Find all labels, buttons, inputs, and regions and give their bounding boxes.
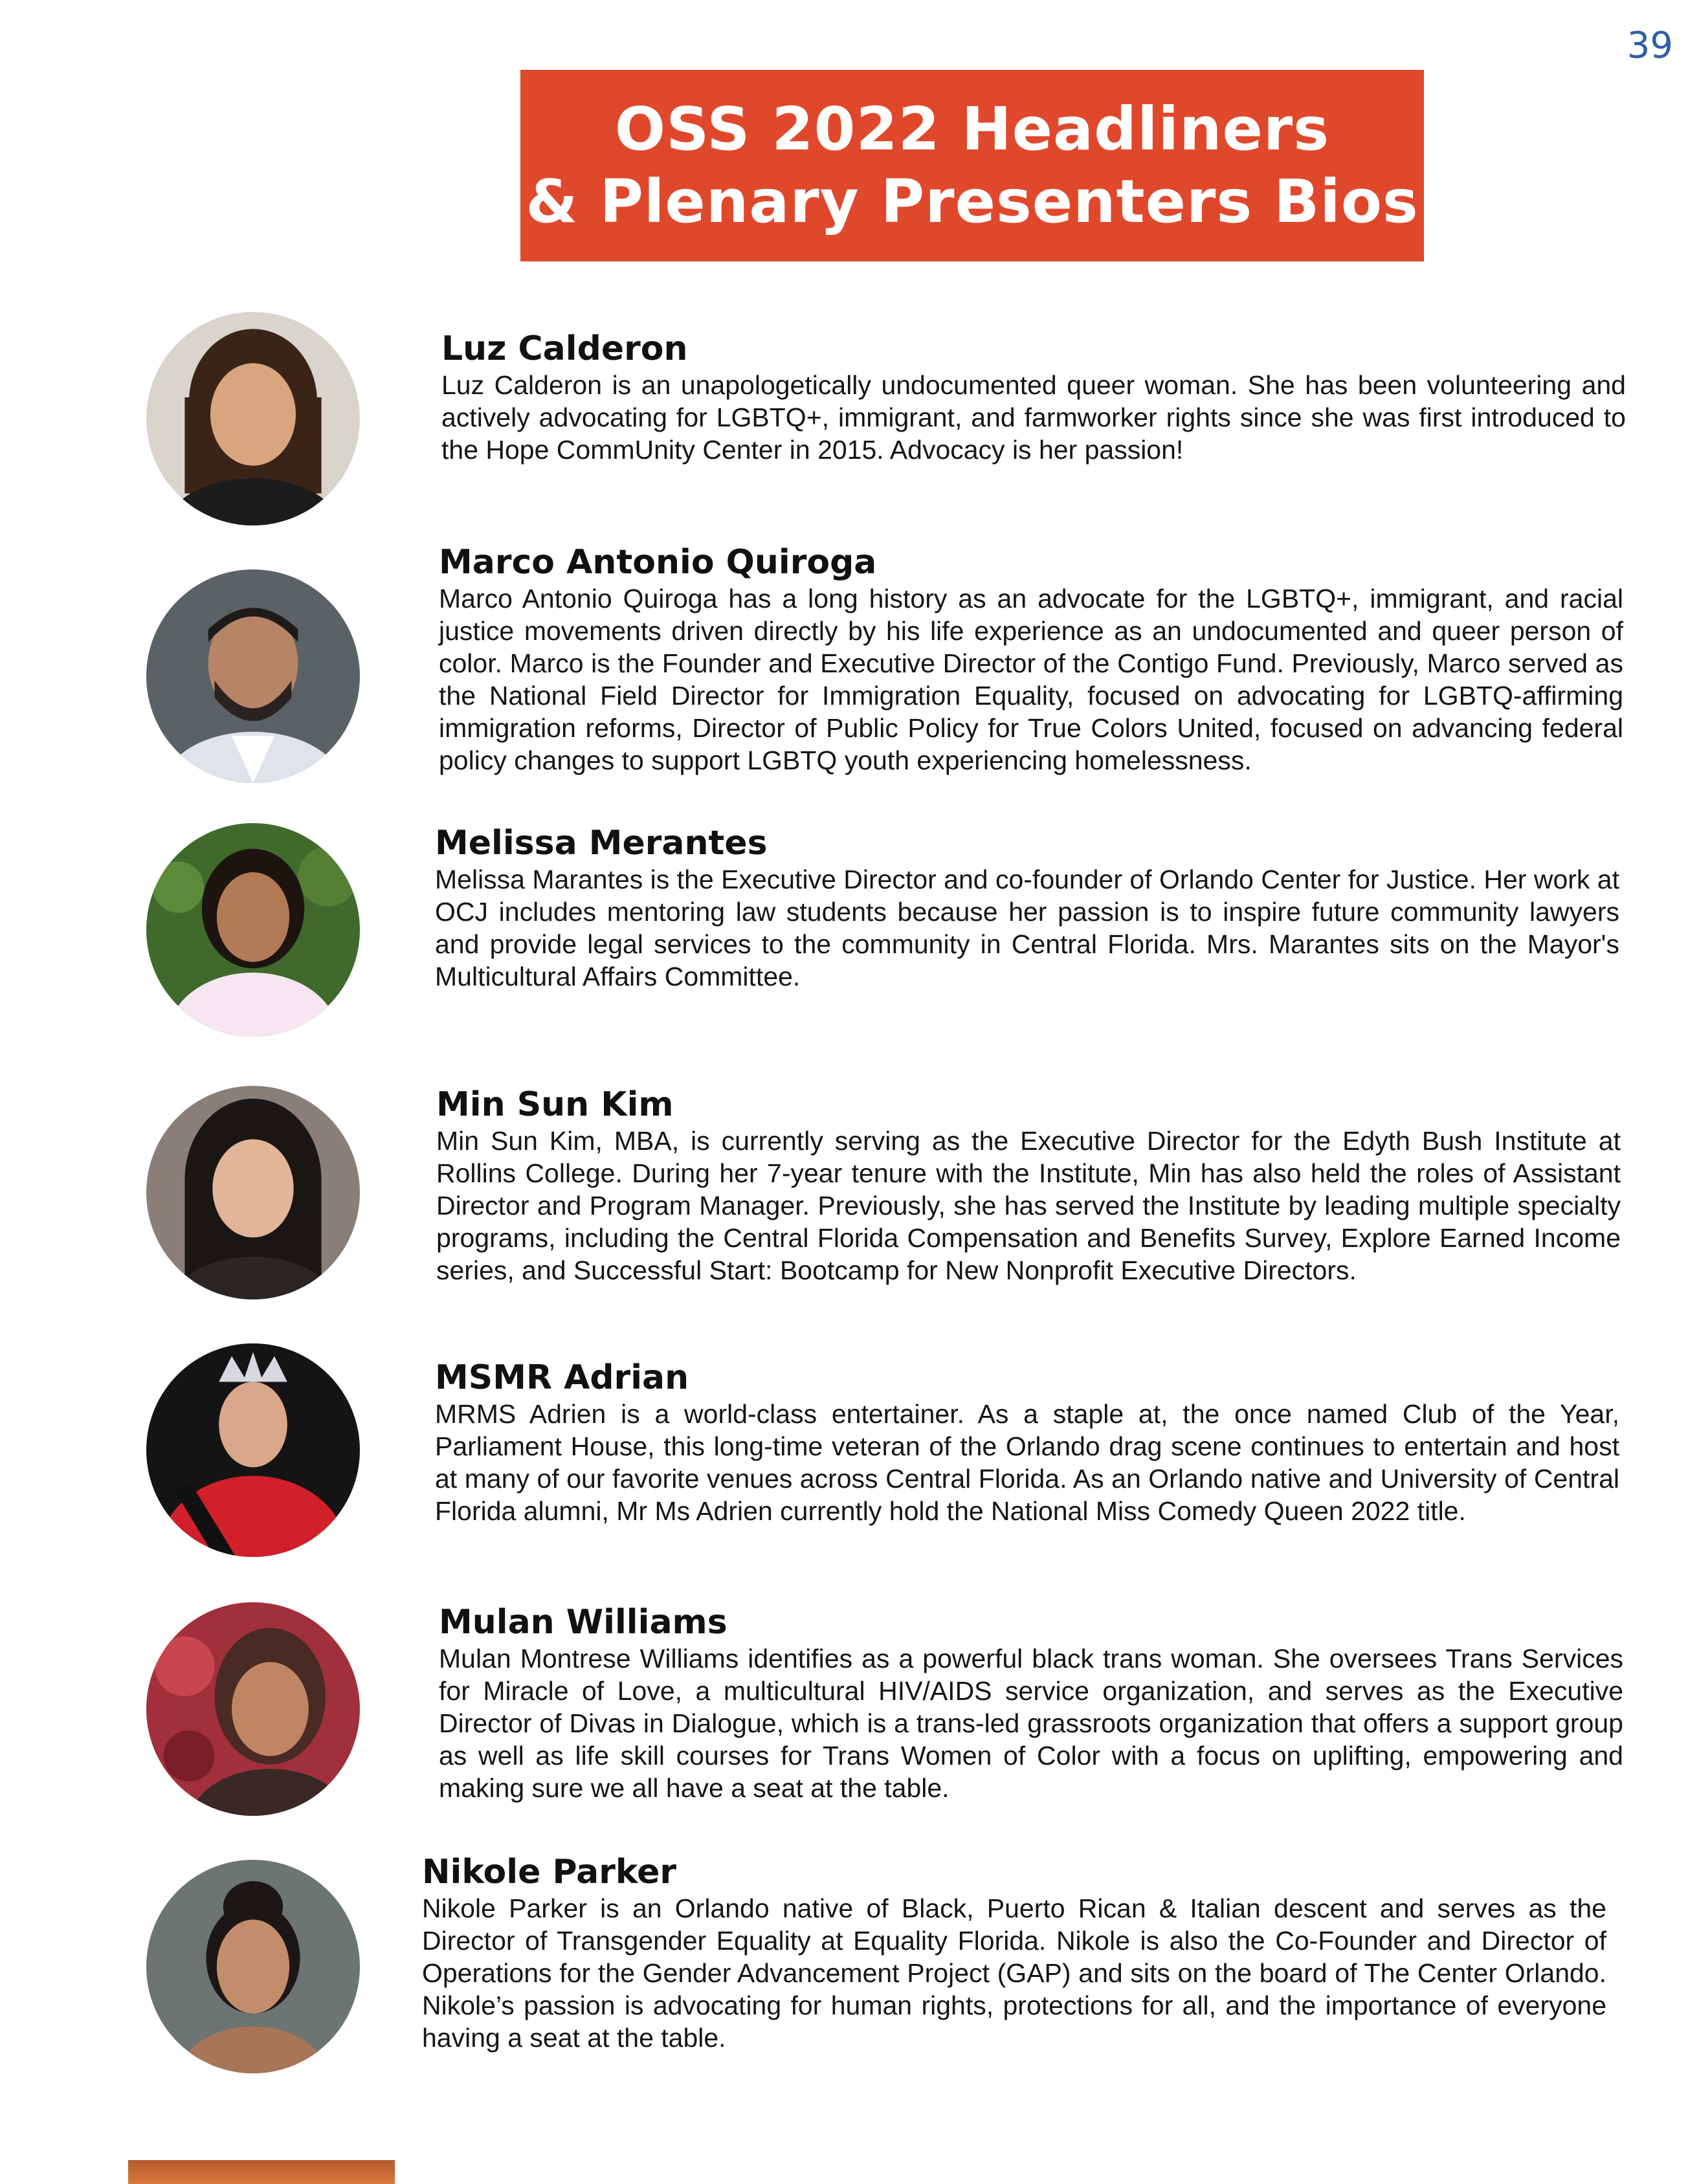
bio-luz-calderon bbox=[441, 329, 1626, 466]
bio-description: Mulan Montrese Williams identifies as a powerful black trans woman. She oversees Trans Services for Miracle of Love, a multicultural HIV/AIDS service organization, and serves as the Executive Director of Divas in Dialogue, which is a trans-led grassroots organization that offers a support group as well as life skill courses for Trans Women of Color with a focus on uplifting, empowering and making sure we all have a seat at the table. bbox=[439, 1644, 1623, 1803]
title-line-2: & Plenary Presenters Bios bbox=[526, 167, 1419, 236]
portrait-photo-mulan-williams bbox=[146, 1602, 360, 1816]
bio-description: Melissa Marantes is the Executive Director and co-founder of Orlando Center for Justice. Her work at OCJ includes mentoring law students because her passion is to inspire future community lawyers and provide legal services to the community in Central Florida. Mrs. Marantes sits on the Mayor's Multicultural Affairs Committee. bbox=[435, 865, 1619, 991]
bio-mulan-williams bbox=[439, 1602, 1623, 1804]
cropped-photo-bottom bbox=[128, 2160, 395, 2184]
portrait-photo-luz-calderon bbox=[146, 312, 360, 525]
bio-name: Marco Antonio Quiroga bbox=[439, 543, 877, 582]
bio-description: Nikole Parker is an Orlando native of Black, Puerto Rican & Italian descent and serves as the Director of Transgender Equality at Equality Florida. Nikole is also the Co-Founder and Director of Operations for the Gender Advancement Project (GAP) and sits on the board of The Center Orlando. Nikole’s passion is advocating for human rights, protections for all, and the importance of everyone having a seat at the table. bbox=[422, 1893, 1606, 2053]
bio-name: Luz Calderon bbox=[441, 329, 688, 368]
portrait-photo-melissa-merantes bbox=[146, 823, 360, 1037]
portrait-photo-nikole-parker bbox=[146, 1860, 360, 2073]
bio-description: Luz Calderon is an unapologetically undocumented queer woman. She has been volunteering and actively advocating for LGBTQ+, immigrant, and farmworker rights since she was first introduced to the Hope CommUnity Center in 2015. Advocacy is her passion! bbox=[441, 370, 1626, 465]
bio-description: Min Sun Kim, MBA, is currently serving as the Executive Director for the Edyth Bush Institute at Rollins College. During her 7-year tenure with the Institute, Min has also held the roles of Assistant Director and Program Manager. Previously, she has served the Institute by leading multiple specialty programs, including the Central Florida Compensation and Benefits Survey, Explore Earned Income series, and Successful Start: Bootcamp for New Nonprofit Executive Directors. bbox=[436, 1126, 1621, 1285]
bio-description: MRMS Adrien is a world-class entertainer. As a staple at, the once named Club of the Year, Parliament House, this long-time veteran of the Orlando drag scene continues to entertain and host at many of our favorite venues across Central Florida. As an Orlando native and University of Central Florida alumni, Mr Ms Adrien currently hold the National Miss Comedy Queen 2022 title. bbox=[435, 1399, 1619, 1526]
bio-nikole-parker bbox=[422, 1852, 1606, 2054]
bio-description: Marco Antonio Quiroga has a long history as an advocate for the LGBTQ+, immigrant, and racial justice movements driven directly by his life experience as an undocumented and queer person of color. Marco is the Founder and Executive Director of the Contigo Fund. Previously, Marco served as the National Field Director for Immigration Equality, focused on advocating for LGBTQ-affirming immigration reforms, Director of Public Policy for True Colors United, focused on advancing federal policy changes to support LGBTQ youth experiencing homelessness. bbox=[439, 584, 1623, 775]
bio-name: Melissa Merantes bbox=[435, 824, 768, 863]
bio-marco-antonio-quiroga bbox=[439, 542, 1623, 777]
bio-name: MSMR Adrian bbox=[435, 1358, 689, 1397]
bio-name: Mulan Williams bbox=[439, 1603, 727, 1642]
bio-melissa-merantes bbox=[435, 823, 1619, 993]
portrait-photo-min-sun-kim bbox=[146, 1086, 360, 1299]
bio-msmr-adrian bbox=[435, 1358, 1619, 1527]
page-number: 39 bbox=[1627, 25, 1673, 67]
title-line-1: OSS 2022 Headliners bbox=[614, 94, 1330, 164]
bio-name: Nikole Parker bbox=[422, 1853, 676, 1892]
portrait-photo-marco-antonio-quiroga bbox=[146, 569, 360, 783]
portrait-photo-msmr-adrian bbox=[146, 1343, 360, 1557]
bio-name: Min Sun Kim bbox=[436, 1085, 674, 1124]
title-banner bbox=[520, 70, 1424, 261]
bio-min-sun-kim bbox=[436, 1085, 1621, 1286]
